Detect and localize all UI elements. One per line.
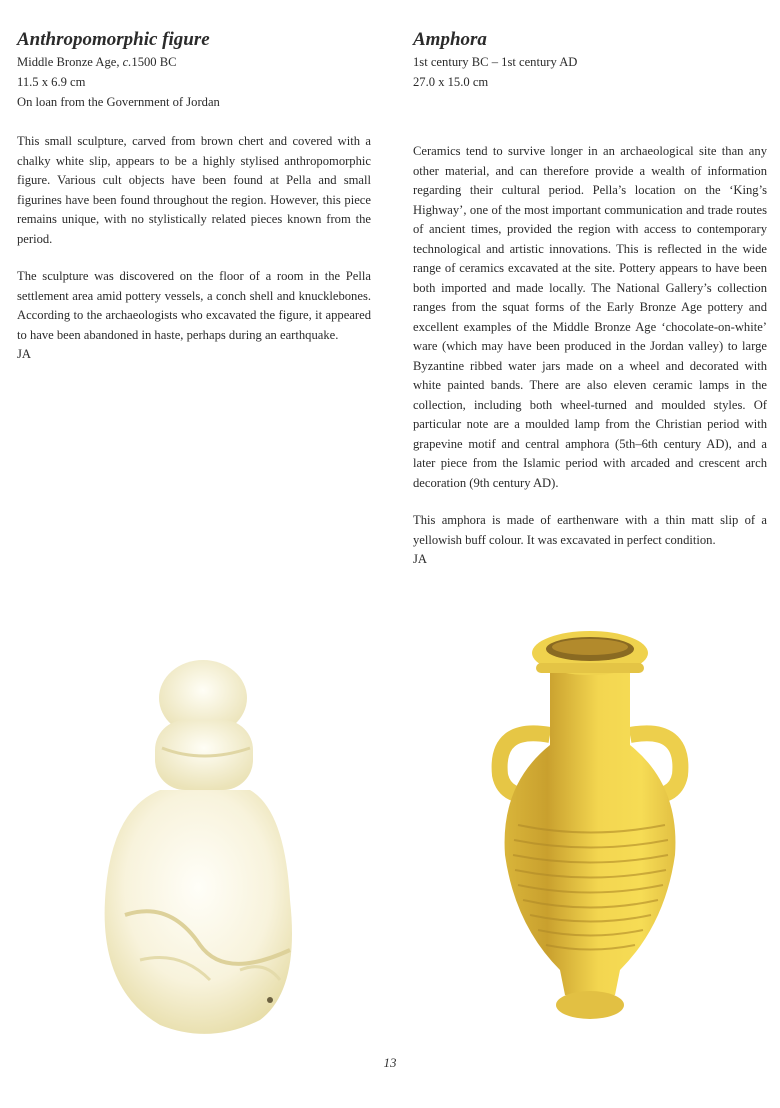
entry-period [17,52,371,72]
entry-period: 1st century BC – 1st century AD [413,55,578,69]
author-signature: JA [413,552,427,566]
entry-title: Amphora [413,29,487,50]
entry-title: Anthropomorphic figure [17,29,210,50]
entry-provenance: On loan from the Government of Jordan [17,95,220,109]
amphora-photo [480,625,700,1025]
anthropomorphic-figure-photo [100,660,300,1040]
period-circa: c. [122,55,132,69]
page-number: 13 [383,1055,397,1070]
entry-dimensions: 27.0 x 15.0 cm [413,75,489,89]
sculpture-illustration [100,660,300,1040]
amphora-illustration [480,625,700,1025]
left-entry [17,28,371,365]
entry-paragraph: The sculpture was discovered on the floor of a room in the Pella settlement area amid pottery vessels, a conch shell and knucklebones. According to the archaeologists who excavated the figure, it appeared to have been abandoned in haste, perhaps during an earthquake. [17,269,371,342]
author-signature: JA [17,347,31,361]
entry-paragraph: This small sculpture, carved from brown chert and covered with a chalky white slip, appears to be a highly stylised anthropomorphic figure. Various cult objects have been found at Pella and small figurines have been found throughout the region. However, this piece remains unique, with no stylistically related pieces known from the period. [17,134,371,246]
period-prefix: Middle Bronze Age, [17,55,123,69]
entry-paragraph: Ceramics tend to survive longer in an archaeological site than any other material, and can therefore provide a wealth of information regarding their cultural period. Pella’s location on the ‘King’s Highway’, one of the most important communication and trade routes of ancient times, provided the region with access to contemporary technological and artistic innovations. This is reflected in the wide range of ceramics excavated at the site. Pottery appears to have been both imported and made locally. The National Gallery’s collection ranges from the squat forms of the Early Bronze Age pottery and excellent examples of the Middle Bronze Age ‘chocolate-on-white’ ware (which may have been produced in the Jordan valley) to large Byzantine ribbed water jars made on a wheel and decorated with white painted bands. There are also eleven ceramic lamps in the collection, including both wheel-turned and moulded styles. Of particular note are a moulded lamp from the Christian period with grapevine motif and central amphora (5th–6th century AD), and a later piece from the Islamic period with arcaded and crescent arch decoration (9th century AD). [413,144,767,490]
period-date: 1500 BC [131,55,177,69]
entry-dimensions: 11.5 x 6.9 cm [17,75,86,89]
entry-paragraph: This amphora is made of earthenware with a thin matt slip of a yellowish buff colour. It was excavated in perfect condition. [413,513,767,547]
right-entry [413,28,767,570]
